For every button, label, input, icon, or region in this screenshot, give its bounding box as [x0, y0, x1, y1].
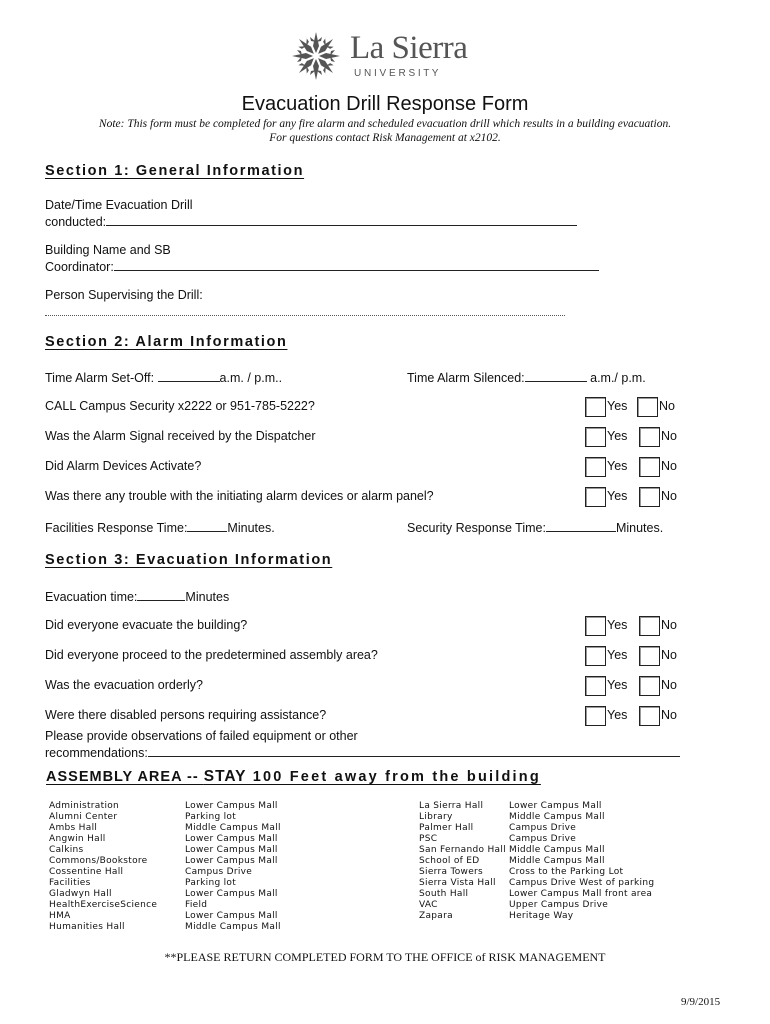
facilities-response-field[interactable] — [45, 519, 275, 535]
section2-heading: Section 2: Alarm Information — [45, 334, 288, 350]
list-item: Cossentine Hall — [49, 867, 124, 877]
evacuation-question: Did everyone evacuate the building? — [45, 618, 248, 632]
snowflake-emblem-icon — [290, 30, 342, 82]
list-item: South Hall — [419, 889, 469, 899]
evacuation-time-suffix: Minutes — [185, 590, 230, 604]
list-item: VAC — [419, 900, 438, 910]
no-checkbox[interactable] — [637, 397, 658, 417]
list-item: Middle Campus Mall — [509, 845, 605, 855]
alarm-setoff-suffix: a.m. / p.m.. — [219, 371, 283, 385]
yes-checkbox[interactable] — [585, 487, 606, 507]
list-item: Lower Campus Mall — [509, 801, 602, 811]
list-item: La Sierra Hall — [419, 801, 484, 811]
list-item: Upper Campus Drive — [509, 900, 609, 910]
list-item: Middle Campus Mall — [509, 856, 605, 866]
yes-checkbox[interactable] — [585, 457, 606, 477]
observations-label: Please provide observations of failed equipment or other — [45, 729, 358, 743]
yes-label: Yes — [607, 489, 628, 503]
no-checkbox[interactable] — [639, 457, 660, 477]
no-checkbox[interactable] — [639, 616, 660, 636]
list-item: Field — [185, 900, 208, 910]
yes-checkbox[interactable] — [585, 397, 606, 417]
logo — [290, 30, 490, 82]
list-item: HMA — [49, 911, 71, 921]
no-checkbox[interactable] — [639, 487, 660, 507]
alarm-question: CALL Campus Security x2222 or 951-785-5222? — [45, 399, 315, 413]
assembly-left-buildings — [49, 801, 157, 933]
list-item: PSC — [419, 834, 438, 844]
observations-field[interactable] — [45, 744, 680, 760]
section3-heading: Section 3: Evacuation Information — [45, 552, 333, 568]
list-item: Lower Campus Mall — [185, 856, 278, 866]
assembly-right-areas — [509, 801, 654, 922]
yes-no-group — [585, 706, 685, 726]
yes-no-group — [585, 427, 685, 447]
yes-no-group — [585, 676, 685, 696]
evacuation-question: Was the evacuation orderly? — [45, 678, 203, 692]
no-checkbox[interactable] — [639, 706, 660, 726]
list-item: Administration — [49, 801, 120, 811]
security-response-suffix: Minutes. — [615, 521, 664, 535]
list-item: Heritage Way — [509, 911, 574, 921]
no-checkbox[interactable] — [639, 646, 660, 666]
list-item: Middle Campus Mall — [185, 823, 281, 833]
building-field[interactable] — [45, 258, 599, 274]
list-item: Campus Drive — [509, 823, 577, 833]
list-item: Middle Campus Mall — [509, 812, 605, 822]
yes-checkbox[interactable] — [585, 706, 606, 726]
section1-heading: Section 1: General Information — [45, 163, 305, 179]
date-field[interactable] — [45, 213, 577, 229]
assembly-heading — [46, 768, 541, 786]
evacuation-question: Did everyone proceed to the predetermined assembly area? — [45, 648, 378, 662]
list-item: Library — [419, 812, 453, 822]
list-item: Humanities Hall — [49, 922, 125, 932]
assembly-heading-stay: STAY — [203, 768, 247, 785]
list-item: Cross to the Parking Lot — [509, 867, 624, 877]
no-checkbox[interactable] — [639, 427, 660, 447]
list-item: Lower Campus Mall — [185, 801, 278, 811]
observations-label-2: recommendations: — [45, 746, 148, 760]
list-item: Lower Campus Mall — [185, 911, 278, 921]
facilities-response-label: Facilities Response Time: — [45, 521, 188, 535]
alarm-question: Did Alarm Devices Activate? — [45, 459, 202, 473]
list-item: Gladwyn Hall — [49, 889, 112, 899]
yes-no-group — [585, 616, 685, 636]
form-note: Note: This form must be completed for any fire alarm and scheduled evacuation drill which results in a building evacuation. — [98, 118, 672, 130]
evacuation-time-label: Evacuation time: — [45, 590, 138, 604]
list-item: Calkins — [49, 845, 84, 855]
list-item: San Fernando Hall — [419, 845, 506, 855]
list-item: Lower Campus Mall front area — [509, 889, 653, 899]
yes-label: Yes — [607, 459, 628, 473]
yes-checkbox[interactable] — [585, 427, 606, 447]
supervisor-label: Person Supervising the Drill: — [45, 288, 203, 302]
alarm-silenced-field[interactable] — [407, 369, 646, 385]
security-response-label: Security Response Time: — [407, 521, 546, 535]
no-label: No — [661, 618, 677, 632]
form-note-contact: For questions contact Risk Management at x2102. — [269, 132, 501, 144]
facilities-response-suffix: Minutes. — [227, 521, 275, 535]
no-label: No — [661, 708, 677, 722]
alarm-silenced-label: Time Alarm Silenced: — [407, 371, 525, 385]
list-item: School of ED — [419, 856, 480, 866]
yes-no-group — [585, 457, 685, 477]
alarm-silenced-suffix: a.m./ p.m. — [590, 371, 646, 385]
list-item: Campus Drive West of parking — [509, 878, 655, 888]
assembly-left-areas — [185, 801, 281, 933]
list-item: Campus Drive — [509, 834, 577, 844]
form-date: 9/9/2015 — [681, 996, 721, 1008]
list-item: Lower Campus Mall — [185, 845, 278, 855]
logo-subtitle: U N I V E R S I T Y — [354, 68, 439, 79]
return-instructions: **PLEASE RETURN COMPLETED FORM TO THE OFFICE of RISK MANAGEMENT — [164, 950, 606, 964]
yes-no-group — [585, 646, 685, 666]
logo-name: La Sierra — [350, 30, 468, 66]
no-checkbox[interactable] — [639, 676, 660, 696]
list-item: Lower Campus Mall — [185, 834, 278, 844]
list-item: Commons/Bookstore — [49, 856, 148, 866]
security-response-field[interactable] — [407, 519, 663, 535]
alarm-setoff-field[interactable] — [45, 369, 282, 385]
list-item: Lower Campus Mall — [185, 889, 278, 899]
yes-label: Yes — [607, 648, 628, 662]
list-item: Ambs Hall — [49, 823, 98, 833]
yes-checkbox[interactable] — [585, 676, 606, 696]
no-label: No — [661, 489, 677, 503]
yes-label: Yes — [607, 618, 628, 632]
evacuation-time-field[interactable] — [45, 588, 229, 604]
list-item: Sierra Towers — [419, 867, 484, 877]
supervisor-field[interactable] — [45, 315, 565, 316]
alarm-setoff-label: Time Alarm Set-Off: — [45, 371, 155, 385]
list-item: Alumni Center — [49, 812, 118, 822]
alarm-question: Was the Alarm Signal received by the Dispatcher — [45, 429, 316, 443]
assembly-heading-c: 100 Feet away from the building — [246, 769, 541, 785]
alarm-question: Was there any trouble with the initiating alarm devices or alarm panel? — [45, 489, 434, 503]
list-item: Zapara — [419, 911, 453, 921]
building-label: Building Name and SB — [45, 243, 171, 257]
list-item: Facilities — [49, 878, 91, 888]
building-label-2: Coordinator: — [45, 260, 114, 274]
list-item: Palmer Hall — [419, 823, 474, 833]
list-item: Campus Drive — [185, 867, 253, 877]
yes-label: Yes — [607, 429, 628, 443]
no-label: No — [661, 429, 677, 443]
assembly-heading-a: ASSEMBLY AREA -- — [46, 769, 204, 785]
form-title: Evacuation Drill Response Form — [241, 93, 529, 115]
list-item: Sierra Vista Hall — [419, 878, 496, 888]
list-item: Angwin Hall — [49, 834, 106, 844]
evacuation-question: Were there disabled persons requiring assistance? — [45, 708, 327, 722]
yes-checkbox[interactable] — [585, 646, 606, 666]
list-item: Parking lot — [185, 878, 237, 888]
yes-label: Yes — [607, 708, 628, 722]
yes-no-group — [585, 487, 685, 507]
yes-label: Yes — [607, 399, 628, 413]
no-label: No — [661, 459, 677, 473]
date-label: Date/Time Evacuation Drill — [45, 198, 193, 212]
list-item: Middle Campus Mall — [185, 922, 281, 932]
date-label-2: conducted: — [45, 215, 107, 229]
list-item: HealthExerciseScience — [49, 900, 158, 910]
yes-label: Yes — [607, 678, 628, 692]
assembly-right-buildings — [419, 801, 506, 922]
list-item: Parking lot — [185, 812, 237, 822]
no-label: No — [659, 399, 675, 413]
yes-no-group — [585, 397, 685, 417]
yes-checkbox[interactable] — [585, 616, 606, 636]
no-label: No — [661, 678, 677, 692]
no-label: No — [661, 648, 677, 662]
